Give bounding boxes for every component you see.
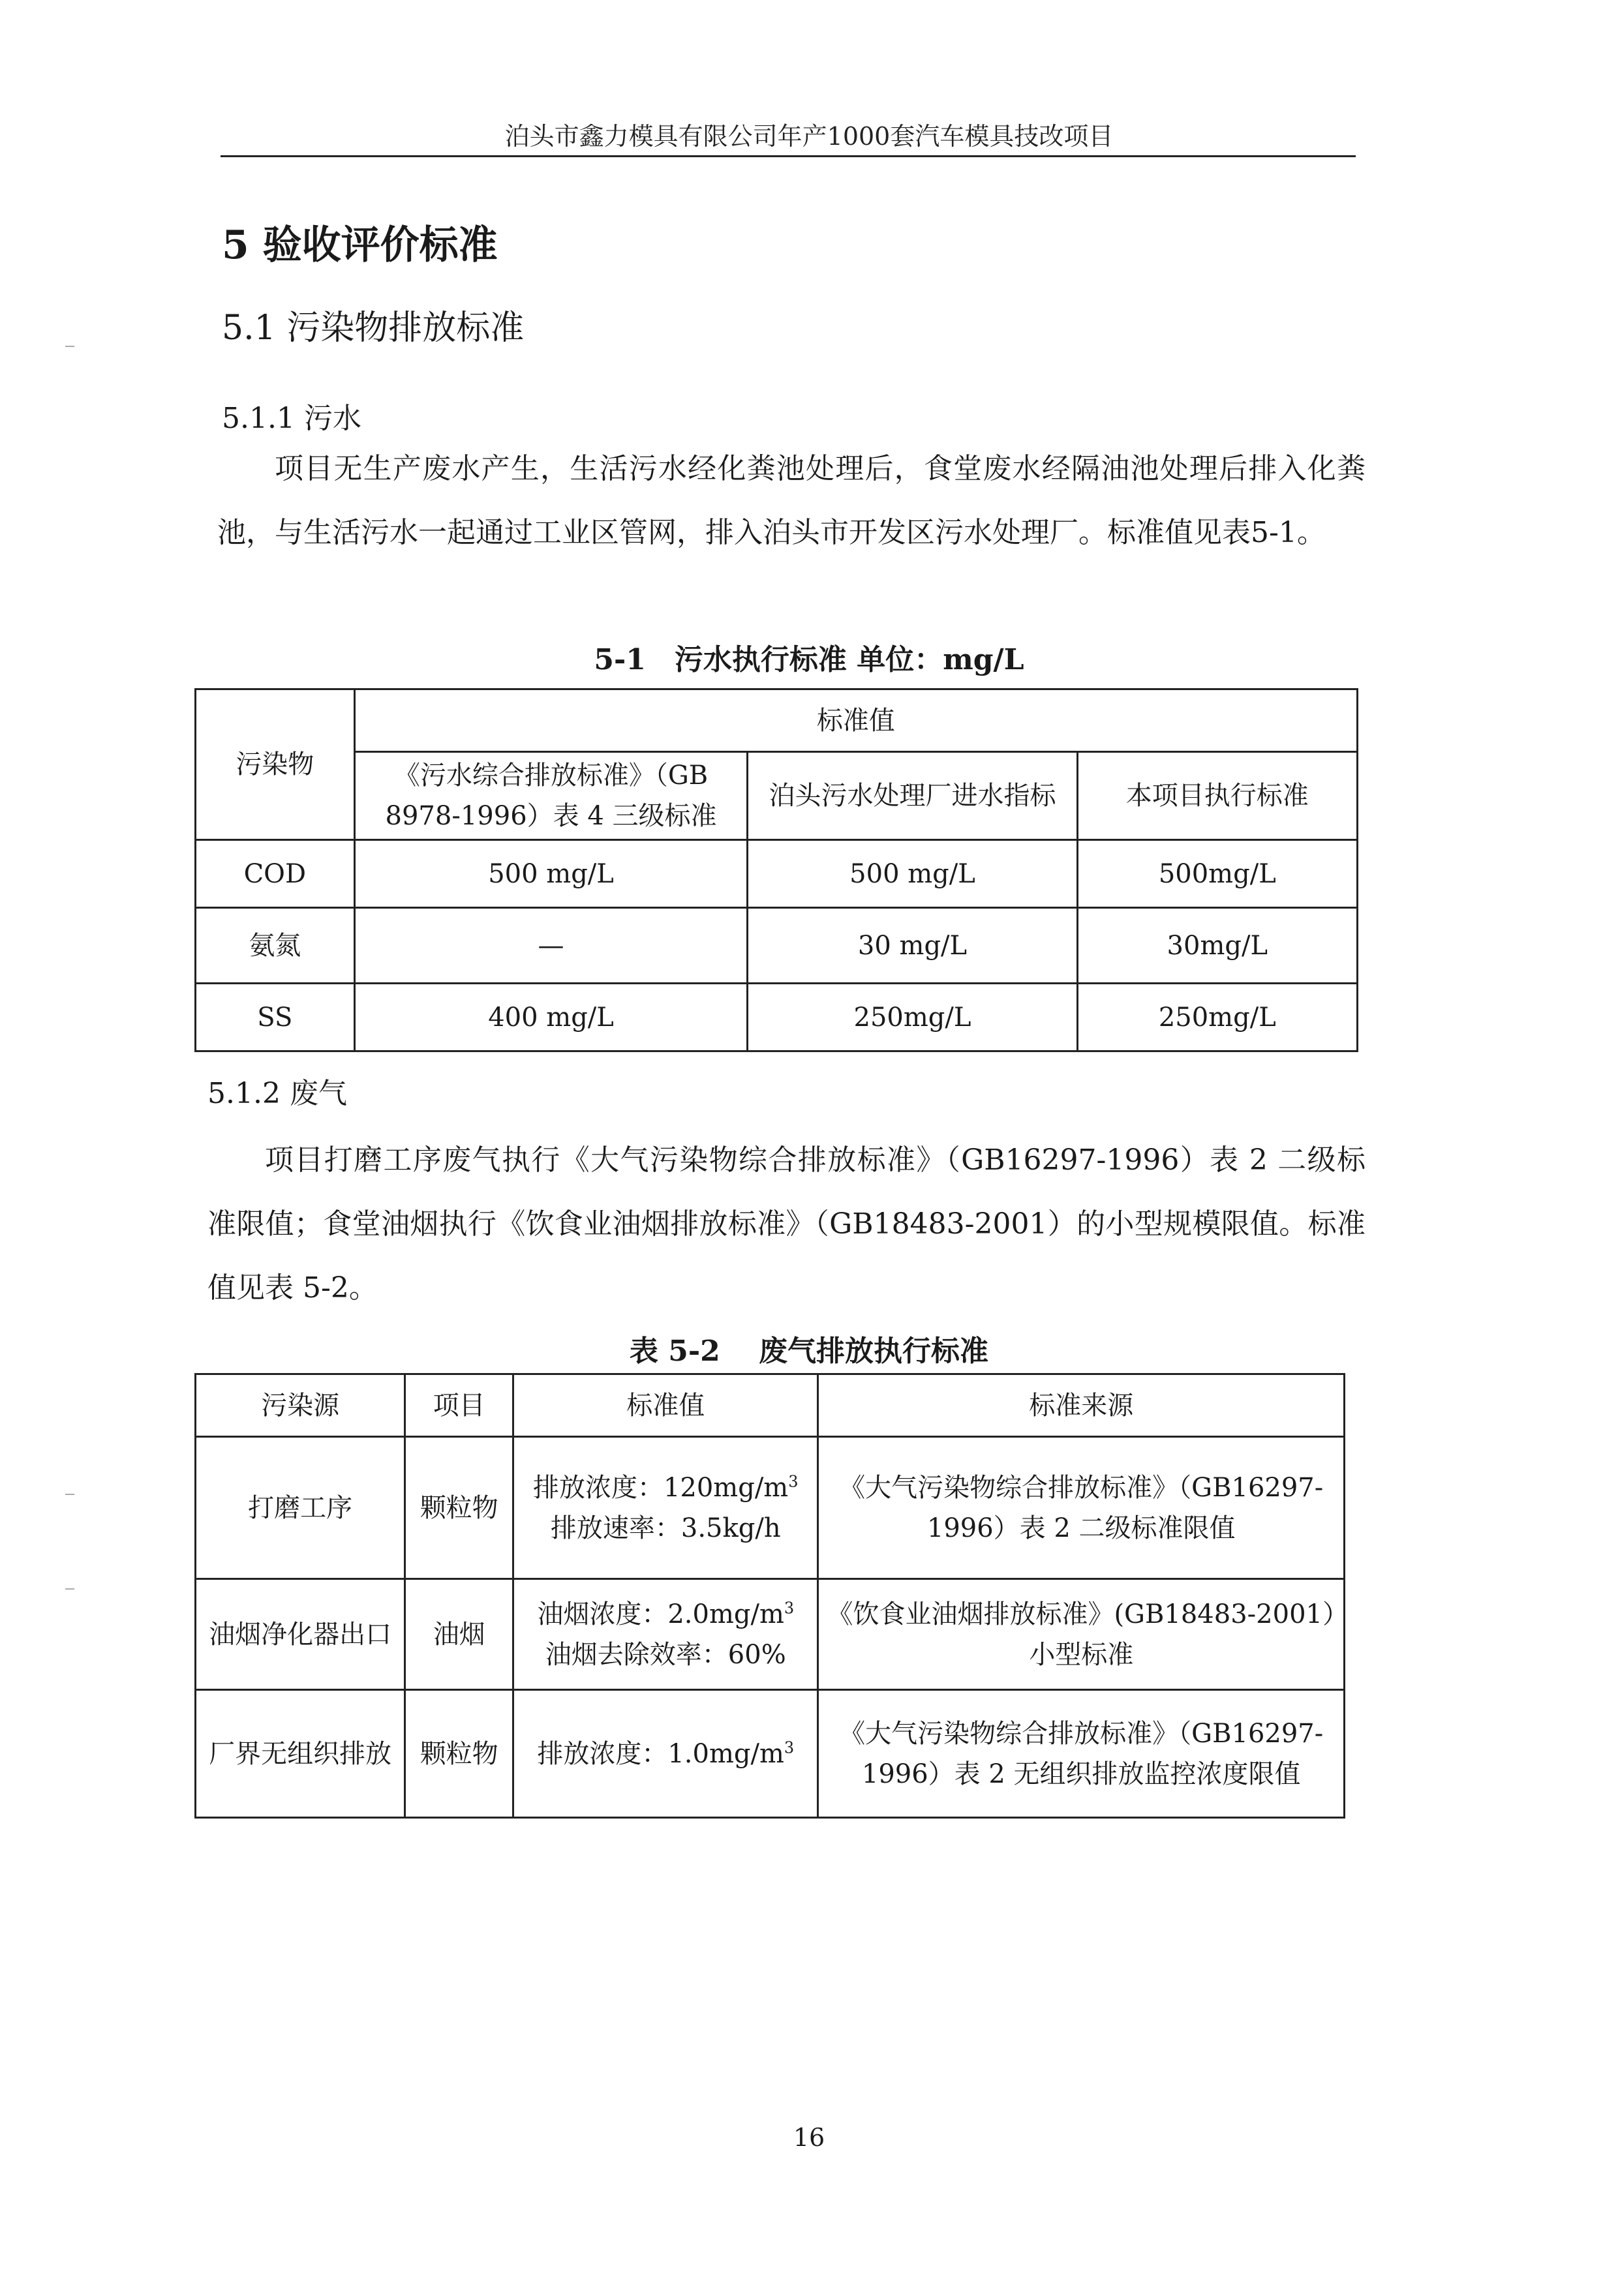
table-row bbox=[196, 1690, 1345, 1818]
superscript: 3 bbox=[784, 1738, 795, 1757]
paragraph-wastewater-text: 项目无生产废水产生，生活污水经化粪池处理后，食堂废水经隔油池处理后排入化粪池，与生活污水一起通过工业区管网，排入泊头市开发区污水处理厂。标准值见表5-1。 bbox=[217, 452, 1366, 549]
scan-mark bbox=[65, 1494, 74, 1495]
table-row bbox=[196, 840, 1358, 908]
value-text: 排放浓度：1.0mg/m bbox=[537, 1738, 784, 1769]
paragraph-exhaust bbox=[207, 1128, 1366, 1320]
paragraph-wastewater bbox=[217, 437, 1366, 565]
subsection-title-exhaust: 5.1.2 废气 bbox=[207, 1077, 347, 1110]
table-cell: 《饮食业油烟排放标准》(GB18483-2001）小型标准 bbox=[818, 1579, 1345, 1690]
table2-header-value: 标准值 bbox=[513, 1374, 818, 1437]
table-cell: SS bbox=[196, 984, 355, 1051]
table-cell: 30 mg/L bbox=[748, 908, 1077, 984]
table2-header-reference: 标准来源 bbox=[818, 1374, 1345, 1437]
table-cell-line bbox=[521, 1734, 810, 1774]
value-text: 油烟浓度：2.0mg/m bbox=[537, 1599, 784, 1629]
table-cell-line bbox=[521, 1594, 810, 1635]
table-cell: 500 mg/L bbox=[354, 840, 748, 908]
table-cell: 油烟 bbox=[405, 1579, 513, 1690]
table2-header-source: 污染源 bbox=[196, 1374, 405, 1437]
table-cell: 500 mg/L bbox=[748, 840, 1077, 908]
table-cell-line: 排放速率：3.5kg/h bbox=[550, 1513, 781, 1543]
chapter-title: 5 验收评价标准 bbox=[222, 222, 498, 268]
table-cell: 30mg/L bbox=[1077, 908, 1357, 984]
table-row bbox=[196, 1579, 1345, 1690]
table-cell: 颗粒物 bbox=[405, 1690, 513, 1818]
scan-mark bbox=[65, 346, 74, 347]
table-cell: 《大气污染物综合排放标准》（GB16297-1996）表 2 无组织排放监控浓度限值 bbox=[818, 1690, 1345, 1818]
table-cell: 氨氮 bbox=[196, 908, 355, 984]
table-row bbox=[196, 984, 1358, 1051]
table-cell bbox=[513, 1690, 818, 1818]
page-number: 16 bbox=[793, 2123, 825, 2152]
table-cell: 250mg/L bbox=[1077, 984, 1357, 1051]
table-cell: 厂界无组织排放 bbox=[196, 1690, 405, 1818]
header-rule bbox=[221, 155, 1356, 157]
table-row bbox=[196, 1437, 1345, 1579]
table-cell: 250mg/L bbox=[748, 984, 1077, 1051]
table-cell: 颗粒物 bbox=[405, 1437, 513, 1579]
table1-header-plant-intake: 泊头污水处理厂进水指标 bbox=[748, 752, 1077, 840]
table2-header-item: 项目 bbox=[405, 1374, 513, 1437]
running-header: 泊头市鑫力模具有限公司年产1000套汽车模具技改项目 bbox=[504, 122, 1114, 151]
table-row bbox=[196, 908, 1358, 984]
table1-header-pollutant: 污染物 bbox=[196, 689, 355, 840]
table-cell bbox=[513, 1579, 818, 1690]
table-cell-line bbox=[521, 1468, 810, 1508]
table-cell: 400 mg/L bbox=[354, 984, 748, 1051]
section-title: 5.1 污染物排放标准 bbox=[222, 309, 525, 348]
table-cell: — bbox=[354, 908, 748, 984]
table-cell: 打磨工序 bbox=[196, 1437, 405, 1579]
table-cell: 油烟净化器出口 bbox=[196, 1579, 405, 1690]
table1-header-project-standard: 本项目执行标准 bbox=[1077, 752, 1357, 840]
table1-header-gb8978: 《污水综合排放标准》（GB 8978-1996）表 4 三级标准 bbox=[354, 752, 748, 840]
superscript: 3 bbox=[788, 1472, 799, 1491]
table1-caption: 5-1 污水执行标准 单位：mg/L bbox=[594, 643, 1024, 676]
table-cell: 《大气污染物综合排放标准》（GB16297-1996）表 2 二级标准限值 bbox=[818, 1437, 1345, 1579]
table-cell-line: 油烟去除效率：60% bbox=[545, 1639, 786, 1670]
table-cell: COD bbox=[196, 840, 355, 908]
table1-header-standard: 标准值 bbox=[354, 689, 1357, 752]
superscript: 3 bbox=[784, 1599, 795, 1618]
subsection-title-wastewater: 5.1.1 污水 bbox=[222, 402, 361, 435]
scan-mark bbox=[65, 1588, 74, 1590]
table1 bbox=[194, 688, 1358, 1052]
paragraph-exhaust-text: 项目打磨工序废气执行《大气污染物综合排放标准》（GB16297-1996）表 2 二级标准限值；食堂油烟执行《饮食业油烟排放标准》（GB18483-2001）的小型规模限值。标准值见表 5-2。 bbox=[207, 1143, 1366, 1305]
table-cell bbox=[513, 1437, 818, 1579]
value-text: 排放浓度：120mg/m bbox=[532, 1472, 789, 1503]
table-cell: 500mg/L bbox=[1077, 840, 1357, 908]
table2-caption: 表 5-2 废气排放执行标准 bbox=[629, 1335, 989, 1368]
table2 bbox=[194, 1373, 1345, 1819]
